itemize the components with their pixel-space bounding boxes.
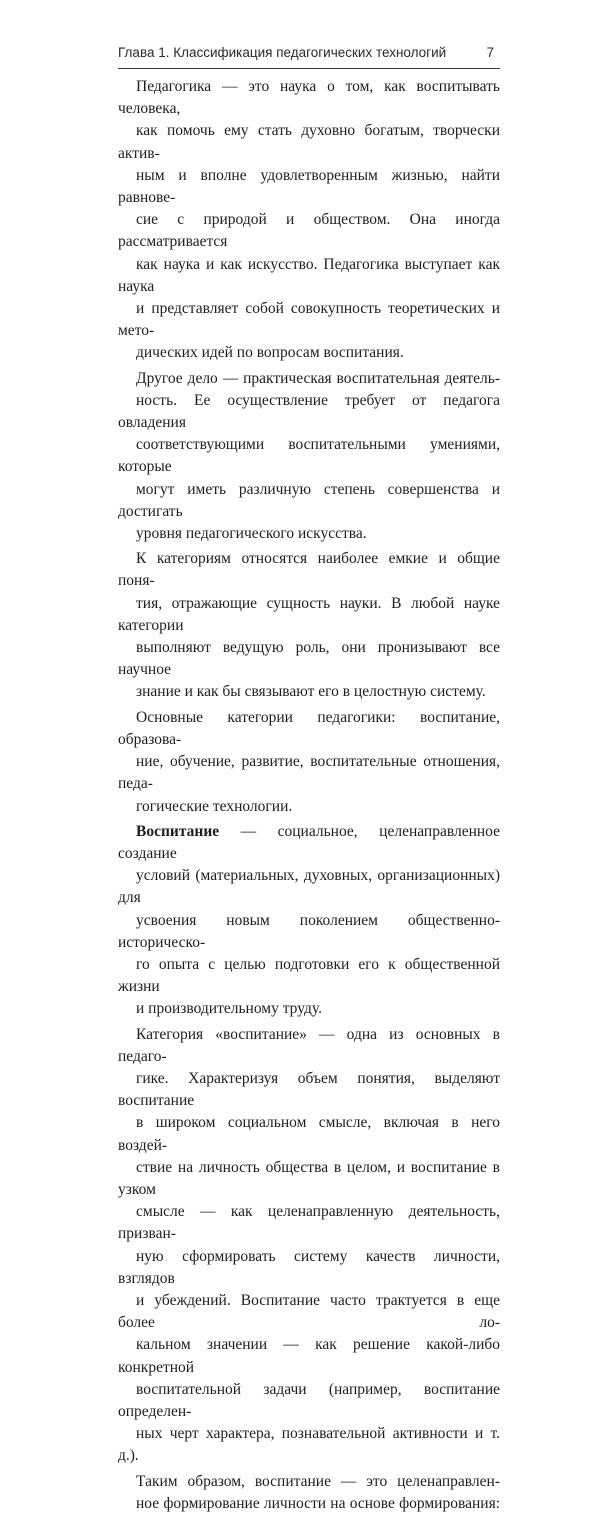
text-line: Основные категории педагогики: воспитание, образова-: [118, 708, 500, 748]
text-line: Таким образом, воспитание — это целенаправлен-: [136, 1472, 500, 1490]
text-line: ным и вполне удовлетворенным жизнью, найти равнове-: [118, 166, 500, 207]
text-line: смысле — как целенаправленную деятельность, призван-: [118, 1203, 500, 1243]
body-text: [118, 76, 500, 1515]
text-line: уровня педагогического искусства.: [136, 525, 367, 543]
text-line: усвоения новым поколением общественно-историческо-: [118, 911, 500, 951]
text-line: ствие на личность общества в целом, и воспитание в узком: [118, 1158, 500, 1198]
text-line: [118, 821, 500, 865]
text-line: как наука и как искусство. Педагогика выступает как наука: [118, 255, 500, 295]
chapter-title: Глава 1. Классификация педагогических технологий: [118, 45, 447, 60]
paragraph: [118, 548, 500, 703]
text-line: и убеждений. Воспитание часто трактуется в еще более ло-: [118, 1291, 500, 1332]
defined-term: Воспитание: [136, 822, 220, 840]
text-line: в широком социальном смысле, включая в него воздей-: [118, 1114, 500, 1154]
definition-text: — социальное, целенаправленное создание: [118, 822, 500, 862]
text-line: сие с природой и обществом. Она иногда рассматривается: [118, 211, 500, 251]
text-line: гике. Характеризуя объем понятия, выделяют воспитание: [118, 1069, 500, 1110]
text-line: го опыта с целью подготовки его к общественной жизни: [118, 955, 500, 996]
text-line: дических идей по вопросам воспитания.: [136, 344, 404, 362]
text-line: ную сформировать систему качеств личности, взглядов: [118, 1247, 500, 1287]
text-line: знание и как бы связывают его в целостную систему.: [136, 683, 486, 701]
text-line: гогические технологии.: [136, 797, 293, 815]
text-line: условий (материальных, духовных, организационных) для: [118, 867, 500, 907]
text-line: Категория «воспитание» — одна из основных в педаго-: [118, 1025, 500, 1065]
page-number: 7: [486, 45, 494, 60]
text-line: кальном значении — как решение какой-либо конкретной: [118, 1336, 500, 1376]
text-line: ных черт характера, познавательной активности и т. д.).: [118, 1425, 500, 1465]
text-line: и представляет собой совокупность теоретических и мето-: [118, 300, 500, 340]
text-line: Другое дело — практическая воспитательная деятель-: [136, 369, 500, 387]
text-line: воспитательной задачи (например, воспитание определен-: [118, 1380, 500, 1420]
paragraph: [118, 707, 500, 818]
text-line: тия, отражающие сущность науки. В любой науке категории: [118, 594, 500, 634]
text-line: ние, обучение, развитие, воспитательные отношения, педа-: [118, 753, 500, 793]
paragraph: [118, 1471, 500, 1515]
text-line: выполняют ведущую роль, они пронизывают все научное: [118, 639, 500, 679]
text-line: как помочь ему стать духовно богатым, творчески актив-: [118, 122, 500, 162]
text-line: соответствующими воспитательными умениями, которые: [118, 436, 500, 476]
paragraph: [118, 1024, 500, 1468]
text-line: ность. Ее осуществление требует от педагога овладения: [118, 391, 500, 432]
definition-paragraph: [118, 821, 500, 1021]
text-line: могут иметь различную степень совершенства и достигать: [118, 480, 500, 520]
paragraph: [118, 368, 500, 546]
paragraph: [118, 76, 500, 365]
text-line: К категориям относятся наиболее емкие и общие поня-: [118, 550, 500, 590]
running-header: [118, 42, 500, 69]
text-line: ное формирование личности на основе формирования:: [136, 1494, 500, 1512]
text-line: и производительному труду.: [136, 1000, 322, 1018]
text-line: Педагогика — это наука о том, как воспитывать человека,: [118, 78, 500, 118]
